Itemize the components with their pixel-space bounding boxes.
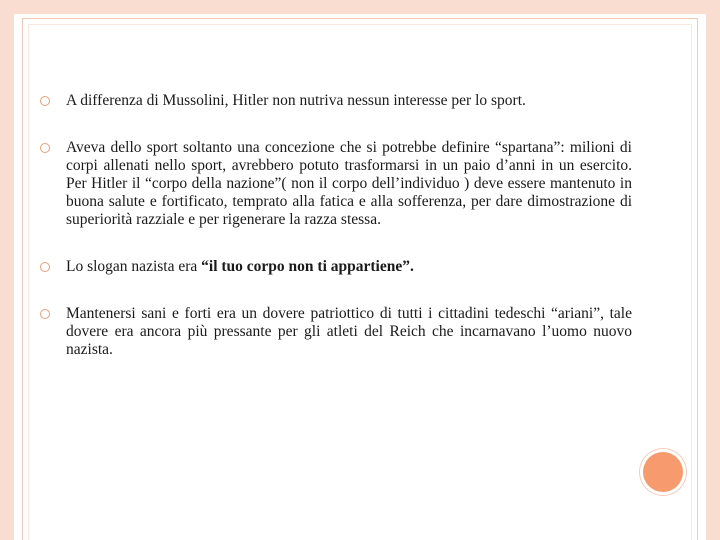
bullet-item-4	[40, 305, 632, 359]
inner-right-rule	[691, 24, 692, 540]
bullet-text: Aveva dello sport soltanto una concezione che si potrebbe definire “spartana”: milioni di corpi allenati nello sport, avrebbero potuto trasformarsi in un paio d’anni in un esercito. Per Hitler il “corpo della nazione”( non il corpo dell’individuo ) deve essere mantenuto in buona salute e fortificato, temprato alla fatica e alla sofferenza, per dare dimostrazione di superiorità razziale e per rigenerare la razza stessa.	[66, 139, 632, 228]
bullet-item-1	[40, 92, 632, 110]
orange-circle-icon	[643, 452, 683, 492]
ring-bullet-icon	[40, 262, 50, 272]
inner-top-rule	[28, 24, 692, 25]
bullet-item-2	[40, 139, 632, 229]
bullet-text: Lo slogan nazista era	[66, 258, 202, 275]
frame-line-right	[697, 18, 698, 540]
frame-line-left	[22, 18, 23, 540]
bullet-list	[40, 92, 632, 359]
ring-bullet-icon	[40, 309, 50, 319]
ring-bullet-icon	[40, 143, 50, 153]
ring-bullet-icon	[40, 96, 50, 106]
slogan-text: “il tuo corpo non ti appartiene”.	[201, 258, 414, 275]
bullet-text: A differenza di Mussolini, Hitler non nutriva nessun interesse per lo sport.	[66, 92, 526, 109]
decorative-circle	[640, 449, 686, 495]
frame-line-top	[22, 18, 698, 19]
inner-left-rule	[28, 24, 29, 540]
bullet-item-3	[40, 258, 632, 276]
bullet-text: Mantenersi sani e forti era un dovere patriottico di tutti i cittadini tedeschi “ariani”, tale dovere era ancora più pressante per gli atleti del Reich che incarnavano l’uomo nuovo nazista.	[66, 305, 632, 358]
